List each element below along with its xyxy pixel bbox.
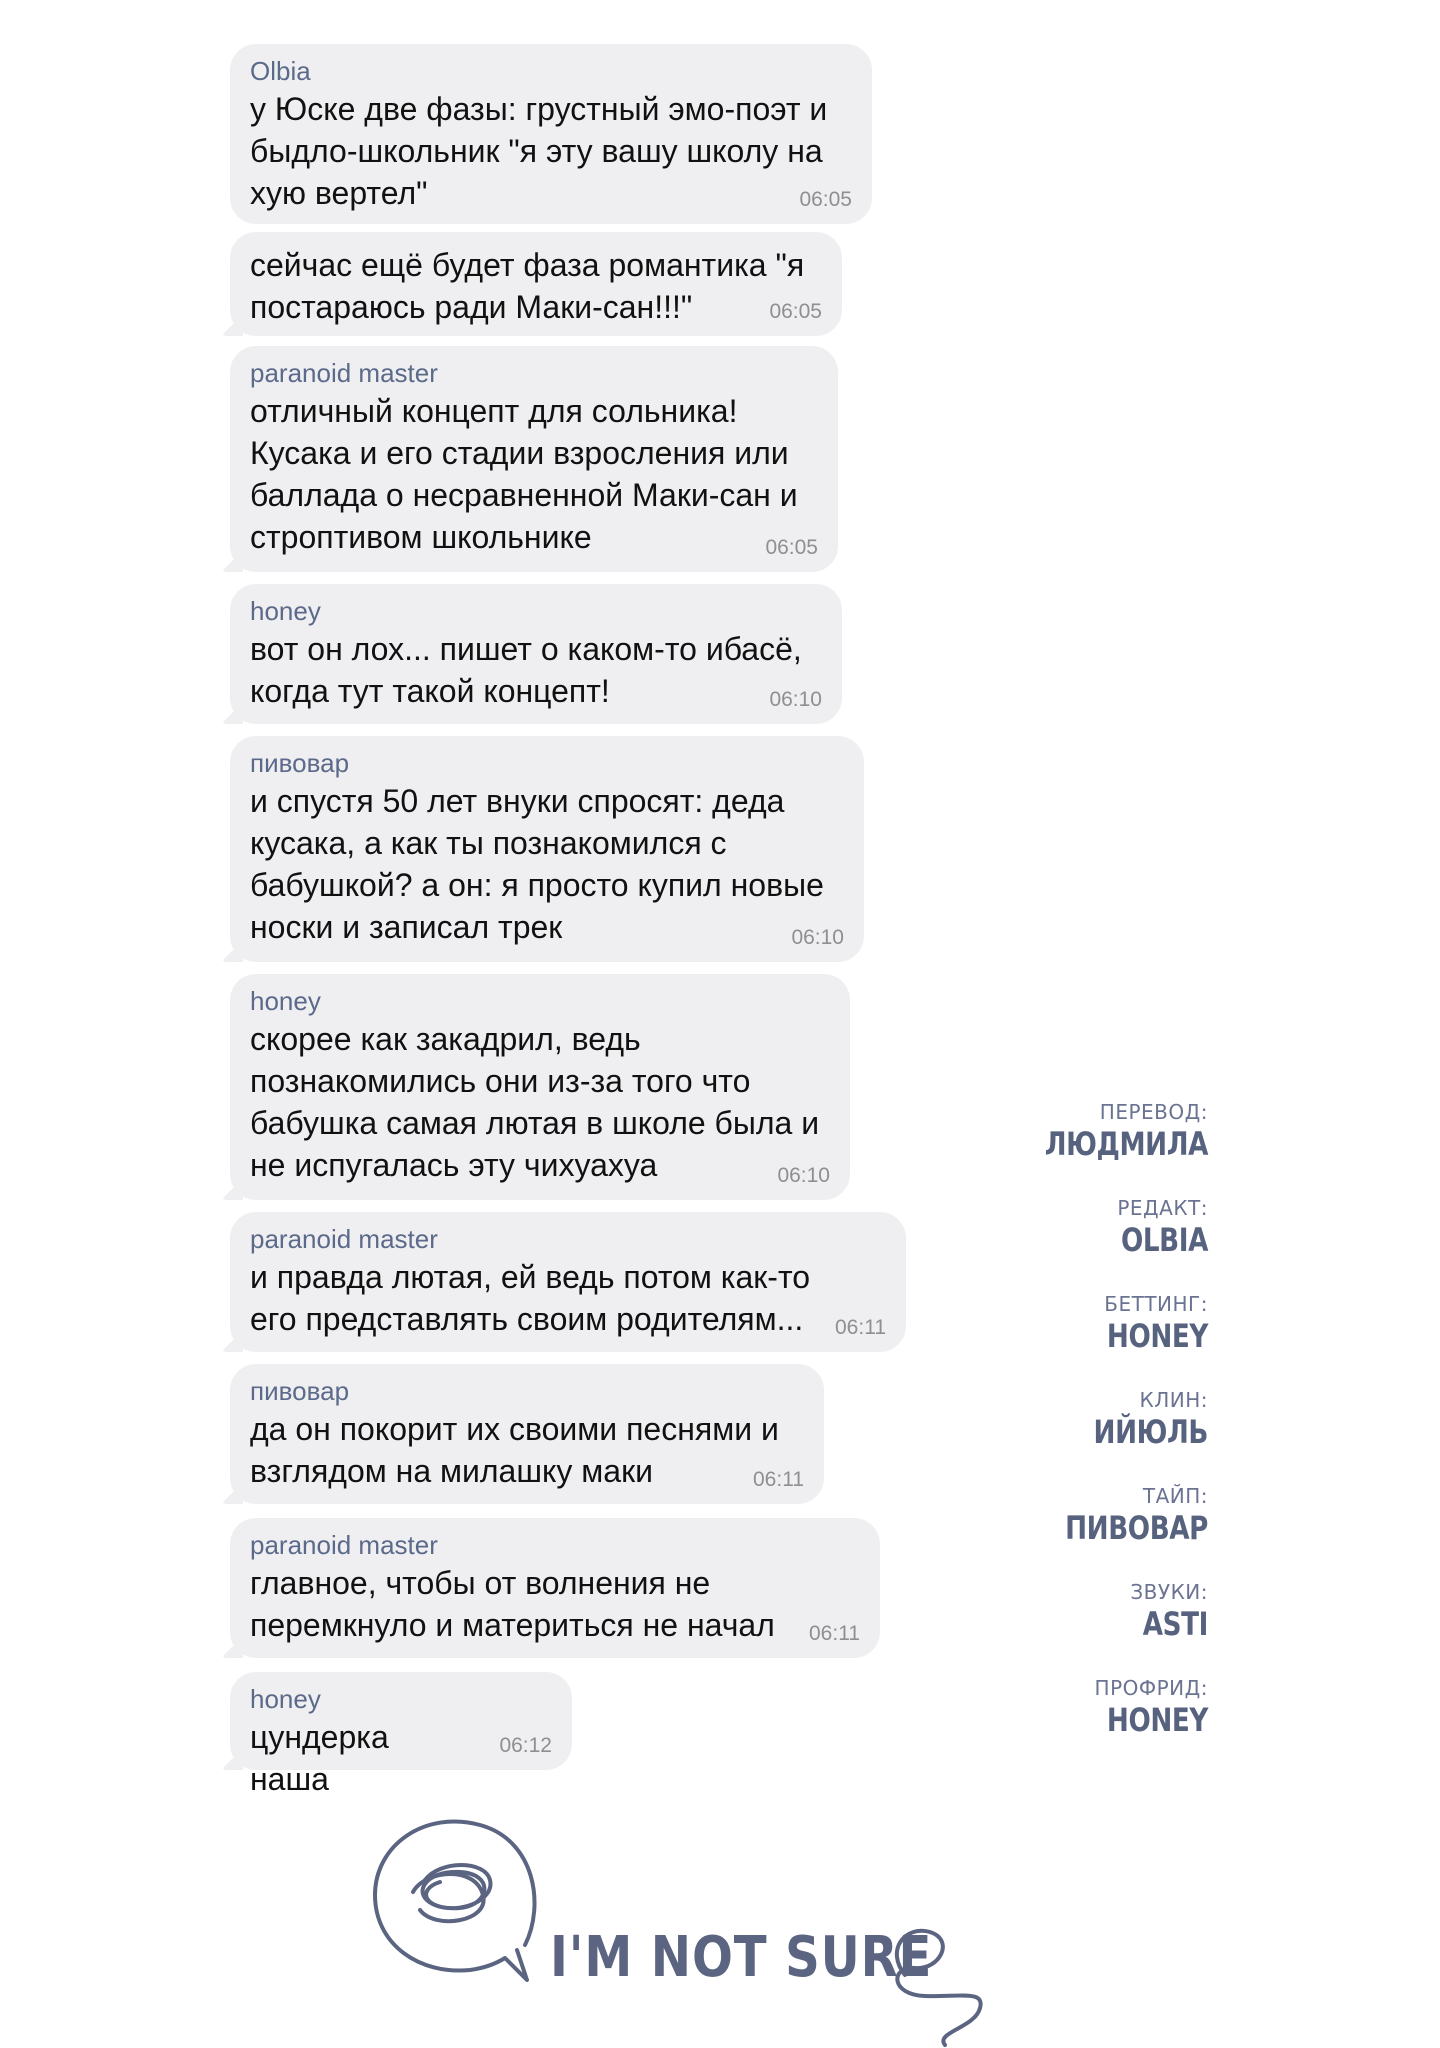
credit-role: ПЕРЕВОД: [1099, 1100, 1208, 1124]
message-sender: paranoid master [250, 1224, 438, 1254]
credit-name: OLBIA [1120, 1221, 1208, 1259]
credit-role: РЕДАКТ: [1117, 1196, 1208, 1220]
message-bubble[interactable] [230, 1364, 824, 1504]
credit-role: КЛИН: [1139, 1388, 1208, 1412]
message-text: сейчас ещё будет фаза романтика "я постараюсь ради Маки-сан!!!" [250, 247, 805, 325]
message-text: у Юске две фазы: грустный эмо-поэт и быдло-школьник "я эту вашу школу на хую вертел" [250, 91, 828, 211]
credit-entry [948, 1580, 1208, 1644]
message-time: 06:05 [765, 536, 818, 559]
message-time: 06:10 [777, 1164, 830, 1187]
message-time: 06:11 [809, 1622, 860, 1645]
scribble-speech-bubble-icon [365, 1800, 1065, 2048]
message-bubble[interactable] [230, 974, 850, 1200]
message-text: и правда лютая, ей ведь потом как-то его представлять своим родителям... [250, 1259, 811, 1337]
credit-entry [948, 1676, 1208, 1740]
message-time: 06:05 [769, 300, 822, 323]
message-bubble[interactable] [230, 346, 838, 572]
message-time: 06:11 [753, 1468, 804, 1491]
message-text: вот он лох... пишет о каком-то ибасё, когда тут такой концепт! [250, 631, 802, 709]
message-time: 06:11 [835, 1316, 886, 1339]
credit-name: ИЙЮЛЬ [1093, 1413, 1208, 1451]
message-time: 06:10 [769, 688, 822, 711]
message-text: скорее как закадрил, ведь познакомились они из-за того что бабушка самая лютая в школе была и не испугалась эту чихуахуа [250, 1021, 820, 1183]
message-bubble[interactable] [230, 1672, 572, 1797]
message-sender: honey [250, 596, 321, 626]
message-bubble[interactable] [230, 44, 872, 224]
message-time: 06:10 [791, 926, 844, 949]
credit-entry [948, 1100, 1208, 1164]
credit-entry [948, 1484, 1208, 1548]
message-bubble[interactable] [230, 1518, 880, 1658]
message-sender: honey [250, 986, 321, 1016]
logo-wordmark: I'M NOT SURE [550, 1925, 933, 1990]
message-sender: пивовар [250, 1376, 350, 1406]
message-bubble[interactable] [230, 232, 842, 336]
message-sender: honey [250, 1684, 321, 1714]
message-sender: Olbia [250, 56, 311, 86]
message-sender: пивовар [250, 748, 350, 778]
message-text: и спустя 50 лет внуки спросят: деда кусака, а как ты познакомился с бабушкой? а он: я просто купил новые носки и записал трек [250, 783, 824, 945]
message-sender: paranoid master [250, 1530, 438, 1560]
credit-role: ЗВУКИ: [1130, 1580, 1208, 1604]
message-bubble[interactable] [230, 736, 864, 962]
credit-role: БЕТТИНГ: [1104, 1292, 1208, 1316]
message-text: отличный концепт для сольника! Кусака и его стадии взросления или баллада о несравненной Маки-сан и строптивом школьнике [250, 393, 798, 555]
credits-list [948, 1100, 1208, 1772]
message-time: 06:12 [499, 1734, 552, 1757]
credit-entry [948, 1196, 1208, 1260]
credit-name: HONEY [1106, 1317, 1208, 1355]
credit-entry [948, 1292, 1208, 1356]
message-text: главное, чтобы от волнения не перемкнуло и материться не начал [250, 1565, 775, 1643]
credit-role: ТАЙП: [1142, 1484, 1208, 1508]
message-bubble[interactable] [230, 1212, 906, 1352]
message-text: цундерка наша [250, 1719, 389, 1797]
credit-role: ПРОФРИД: [1094, 1676, 1208, 1700]
credit-entry [948, 1388, 1208, 1452]
message-text: да он покорит их своими песнями и взглядом на милашку маки [250, 1411, 779, 1489]
message-bubble[interactable] [230, 584, 842, 724]
message-sender: paranoid master [250, 358, 438, 388]
credit-name: HONEY [1106, 1701, 1208, 1739]
message-time: 06:05 [799, 188, 852, 211]
credit-name: ЛЮДМИЛА [1044, 1125, 1208, 1163]
credit-name: ASTI [1142, 1605, 1208, 1643]
credit-name: ПИВОВАР [1065, 1509, 1208, 1547]
